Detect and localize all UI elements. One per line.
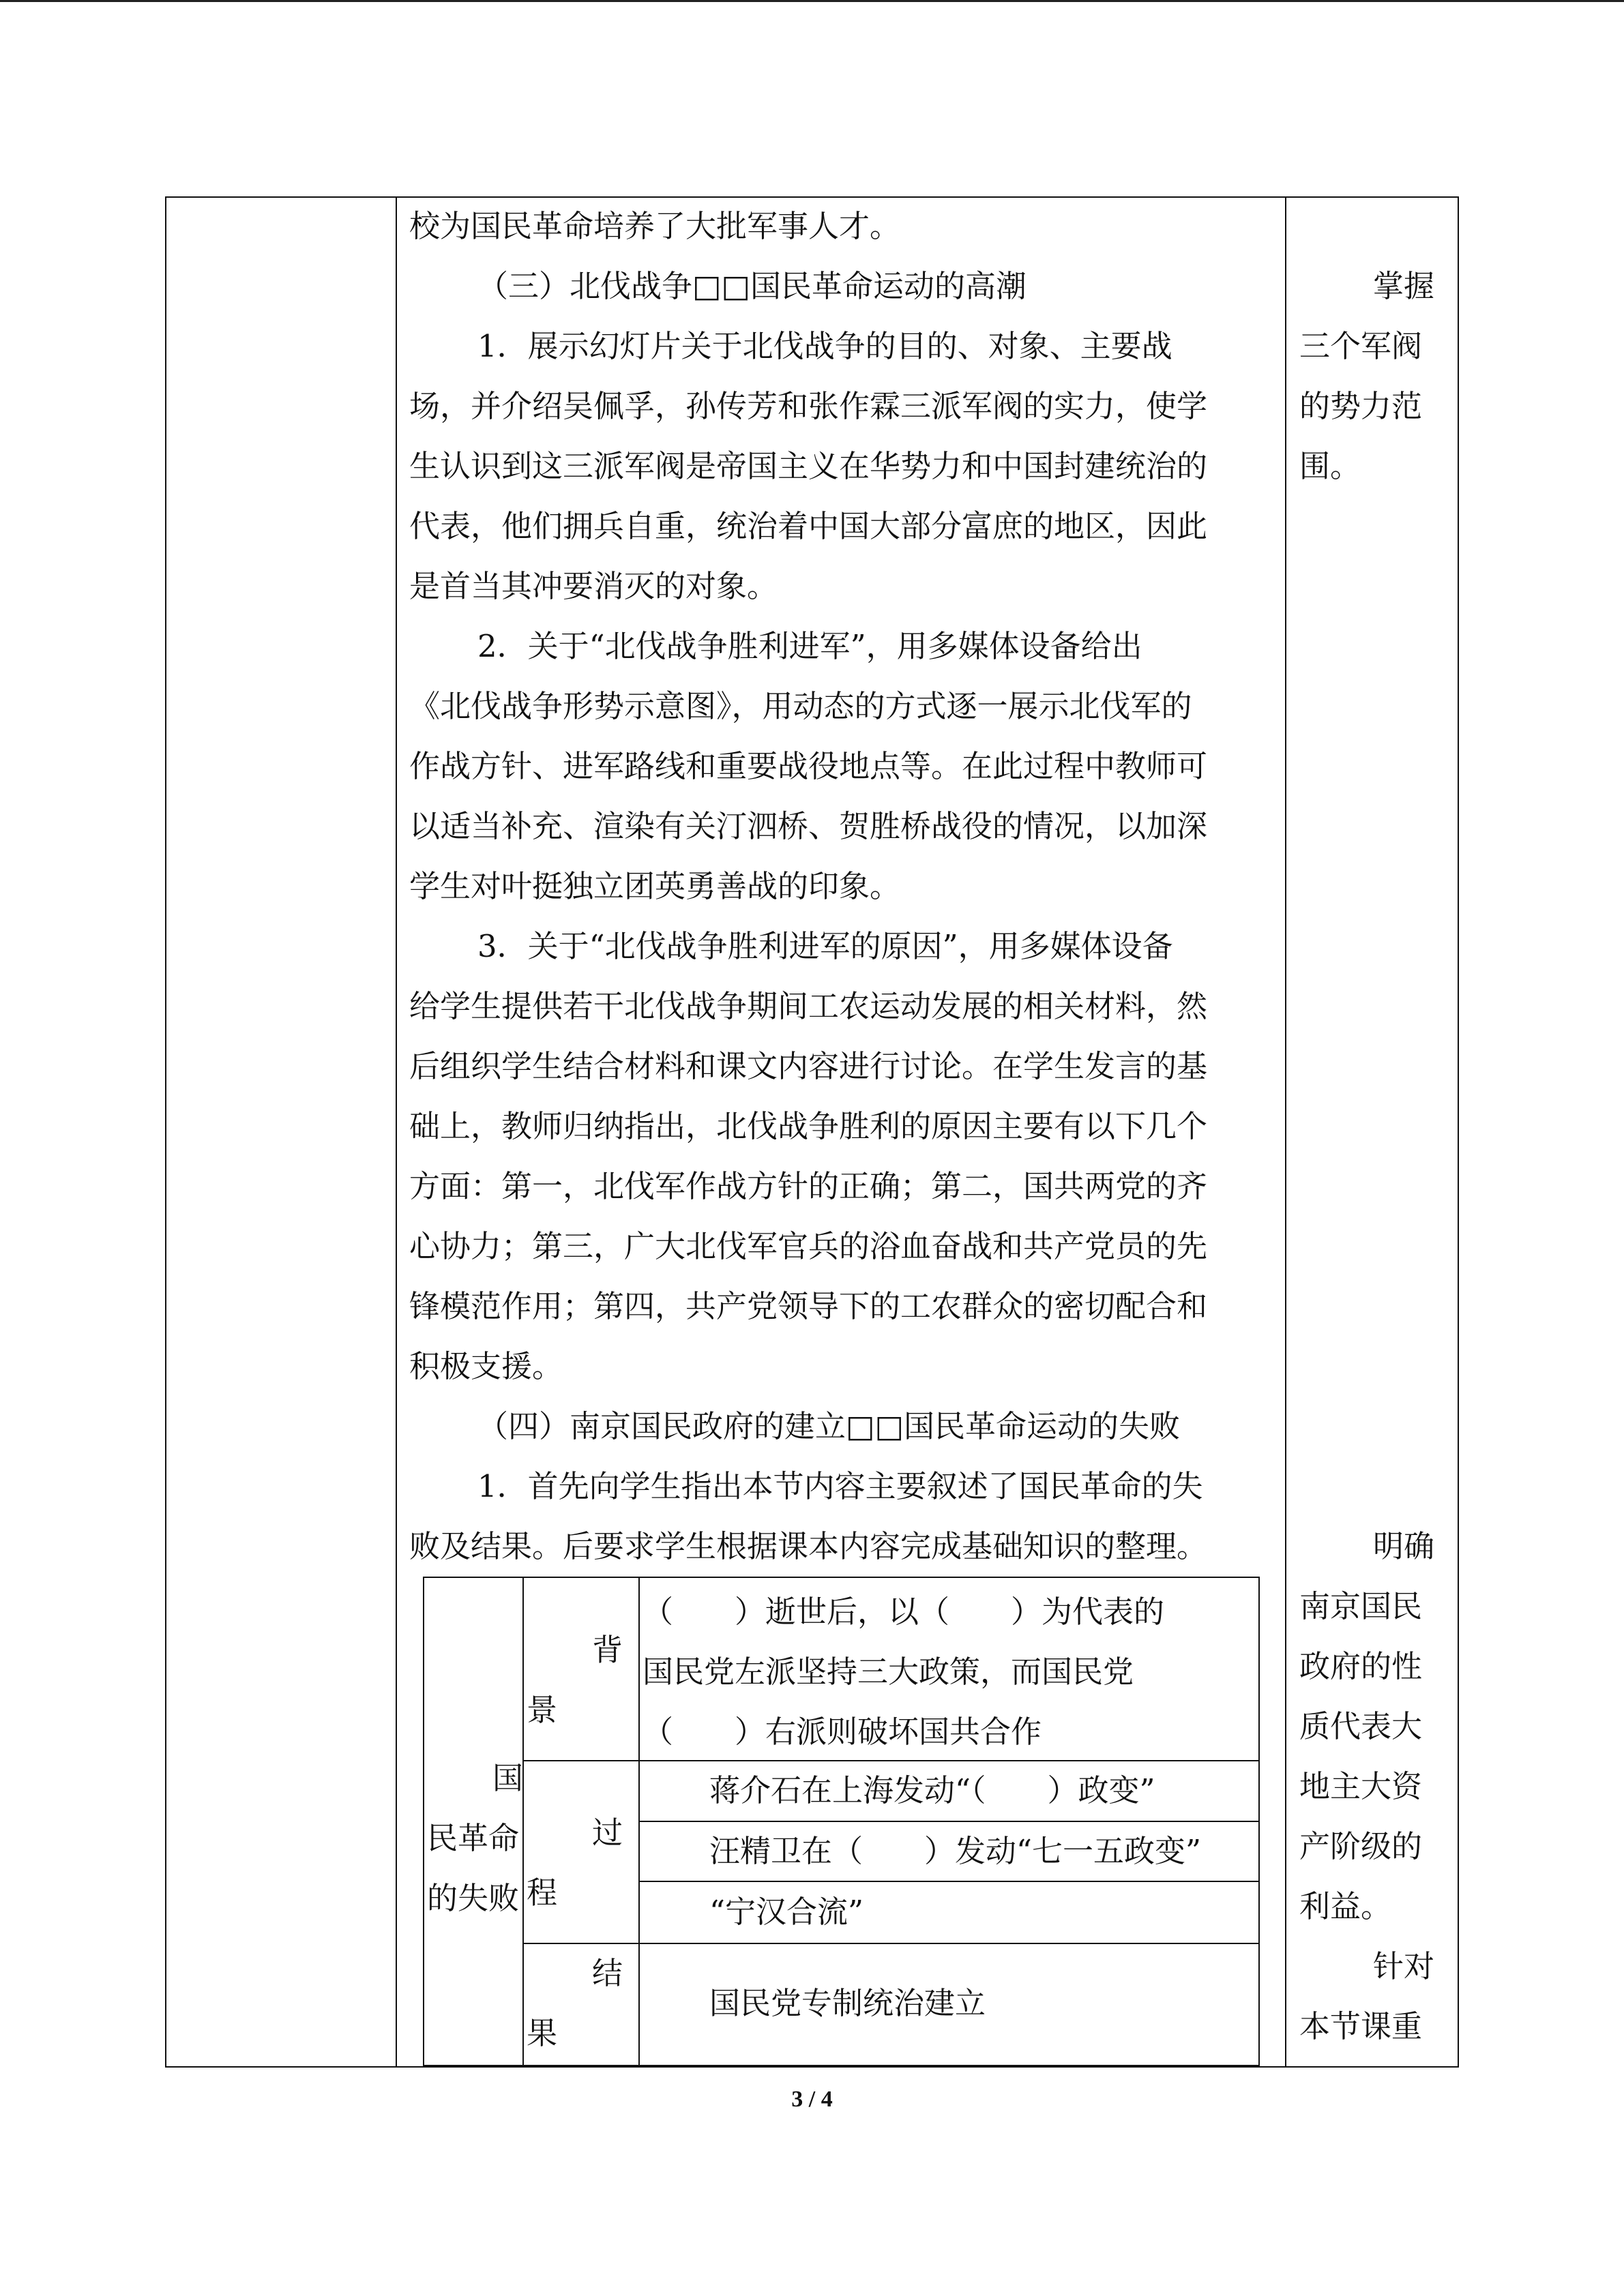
inner-row-divider [522,1943,1258,1944]
body-line: 础上，教师归纳指出，北伐战争胜利的原因主要有以下几个 [409,1108,1208,1144]
note-line: 的势力范 [1299,388,1423,424]
note-line: 三个军阀 [1299,328,1423,364]
body-line: 1．首先向学生指出本节内容主要叙述了国民革命的失 [477,1468,1203,1504]
column-divider-left [396,196,397,2068]
process-item: 汪精卫在（ ）发动“七一五政变” [709,1833,1202,1869]
section-heading-northern-expedition: （三）北伐战争□□国民革命运动的高潮 [477,268,1027,304]
note-line: 明确 [1372,1528,1434,1564]
body-line: 3．关于“北伐战争胜利进军的原因”，用多媒体设备 [477,928,1173,964]
top-border-line [0,0,1624,2]
inner-col-divider [522,1578,524,2065]
note-line: 本节课重 [1299,2008,1423,2044]
process-item: “宁汉合流” [709,1894,864,1930]
note-line: 南京国民 [1299,1588,1423,1624]
body-line: 积极支援。 [409,1348,563,1384]
label-background: 背 [592,1632,623,1668]
label-result: 结 [592,1955,623,1991]
body-line: 败及结果。后要求学生根据课本内容完成基础知识的整理。 [409,1528,1208,1564]
note-line: 地主大资 [1299,1768,1423,1804]
note-line: 围。 [1299,448,1361,484]
body-line: 心协力；第三，广大北伐军官兵的浴血奋战和共产党员的先 [409,1228,1208,1264]
body-line: 方面：第一，北伐军作战方针的正确；第二，国共两党的齐 [409,1168,1208,1204]
body-line: 锋模范作用；第四，共产党领导下的工农群众的密切配合和 [409,1288,1208,1324]
section-heading-nanjing-government: （四）南京国民政府的建立□□国民革命运动的失败 [477,1408,1181,1444]
note-line: 针对 [1372,1948,1434,1984]
note-line: 质代表大 [1299,1708,1423,1744]
revolution-failure-summary-table [423,1577,1260,2066]
label-background: 景 [527,1692,558,1728]
body-line: 生认识到这三派军阀是帝国主义在华势力和中国封建统治的 [409,448,1208,484]
label-result: 果 [527,2015,558,2051]
row-header-line: 国 [492,1760,524,1796]
page-number: 3 / 4 [791,2087,833,2112]
body-line: 1．展示幻灯片关于北伐战争的目的、对象、主要战 [477,328,1172,364]
note-line: 掌握 [1372,268,1434,304]
label-process: 过 [592,1815,623,1851]
body-line: 是首当其冲要消灭的对象。 [409,568,778,604]
note-line: 政府的性 [1299,1648,1423,1684]
body-line: 后组织学生结合材料和课文内容进行讨论。在学生发言的基 [409,1048,1208,1084]
background-text: （ ）逝世后，以（ ）为代表的 [643,1594,1165,1630]
result-text: 国民党专制统治建立 [709,1985,986,2021]
row-header-line: 的失败 [427,1880,520,1916]
body-line: 2．关于“北伐战争胜利进军”，用多媒体设备给出 [477,628,1142,664]
background-text: （ ）右派则破坏国共合作 [643,1714,1042,1750]
body-line: 学生对叶挺独立团英勇善战的印象。 [409,868,901,904]
body-line: 以适当补充、渲染有关汀泗桥、贺胜桥战役的情况，以加深 [409,808,1208,844]
body-line: 校为国民革命培养了大批军事人才。 [409,208,901,244]
body-line: 代表，他们拥兵自重，统治着中国大部分富庶的地区，因此 [409,508,1208,544]
column-divider-right [1285,196,1286,2068]
body-line: 《北伐战争形势示意图》，用动态的方式逐一展示北伐军的 [409,688,1192,724]
row-header-line: 民革命 [427,1820,520,1856]
process-item: 蒋介石在上海发动“（ ）政变” [709,1772,1155,1808]
note-line: 利益。 [1299,1888,1392,1924]
body-line: 作战方针、进军路线和重要战役地点等。在此过程中教师可 [409,748,1208,784]
body-line: 给学生提供若干北伐战争期间工农运动发展的相关材料，然 [409,988,1208,1024]
note-line: 产阶级的 [1299,1828,1423,1864]
background-text: 国民党左派坚持三大政策，而国民党 [643,1654,1134,1690]
body-line: 场，并介绍吴佩孚，孙传芳和张作霖三派军阀的实力，使学 [409,388,1208,424]
label-process: 程 [527,1875,558,1911]
